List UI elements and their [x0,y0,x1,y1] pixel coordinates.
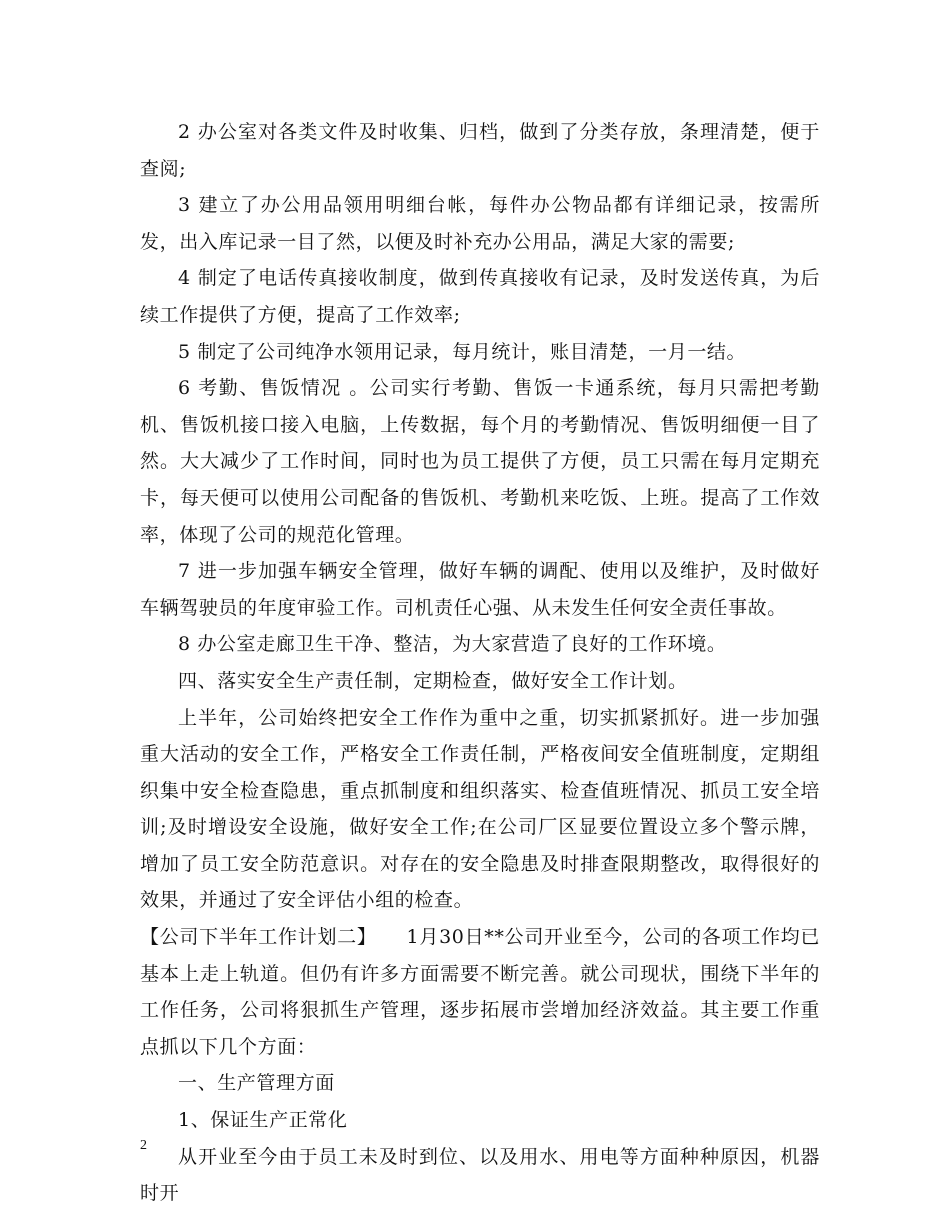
paragraph-item-8: 8 办公室走廊卫生干净、整洁，为大家营造了良好的工作环境。 [178,633,727,656]
subheading-production-normal: 1、保证生产正常化 [178,1109,348,1132]
paragraph-item-5: 5 制定了公司纯净水领用记录，每月统计，账目清楚，一月一结。 [178,340,747,363]
paragraph-item-2: 2 办公室对各类文件及时收集、归档，做到了分类存放，条理清楚，便于查阅; [140,121,820,180]
paragraph-item-3: 3 建立了办公用品领用明细台帐，每件办公物品都有详细记录，按需所发，出入库记录一目了然，以便及时补充办公用品，满足大家的需要; [140,194,820,253]
document-body [140,114,820,1212]
page-number: 2 [140,1138,147,1153]
paragraph-production-detail: 从开业至今由于员工未及时到位、以及用水、用电等方面种种原因，机器时开 [140,1145,820,1205]
section-heading-production: 一、生产管理方面 [178,1072,335,1095]
paragraph-item-6: 6 考勤、售饭情况 。公司实行考勤、售饭一卡通系统，每月只需把考勤机、售饭机接口接入电脑，上传数据，每个月的考勤情况、售饭明细便一目了然。大大减少了工作时间，同时也为员工提供了方便，员工只需在每月定期充卡，每天便可以使用公司配备的售饭机、考勤机来吃饭、上班。提高了工作效率，体现了公司的规范化管理。 [140,377,820,546]
paragraph-safety-summary: 上半年，公司始终把安全工作作为重中之重，切实抓紧抓好。进一步加强重大活动的安全工作，严格安全工作责任制，严格夜间安全值班制度，定期组织集中安全检查隐患，重点抓制度和组织落实、检查值班情况、抓员工安全培训;及时增设安全设施，做好安全工作;在公司厂区显要位置设立多个警示牌，增加了员工安全防范意识。对存在的安全隐患及时排查限期整改，取得很好的效果，并通过了安全评估小组的检查。 [140,706,820,912]
paragraph-plan-two-intro: 【公司下半年工作计划二】 1月30日**公司开业至今，公司的各项工作均已基本上走上轨道。但仍有许多方面需要不断完善。就公司现状，围绕下半年的工作任务，公司将狠抓生产管理，逐步拓展市尝增加经济效益。其主要工作重点抓以下几个方面： [140,926,820,1058]
section-heading-safety: 四、落实安全生产责任制，定期检查，做好安全工作计划。 [178,669,688,692]
paragraph-item-4: 4 制定了电话传真接收制度，做到传真接收有记录，及时发送传真，为后续工作提供了方便，提高了工作效率; [140,267,820,326]
paragraph-item-7: 7 进一步加强车辆安全管理，做好车辆的调配、使用以及维护，及时做好车辆驾驶员的年度审验工作。司机责任心强、从未发生任何安全责任事故。 [140,560,820,619]
